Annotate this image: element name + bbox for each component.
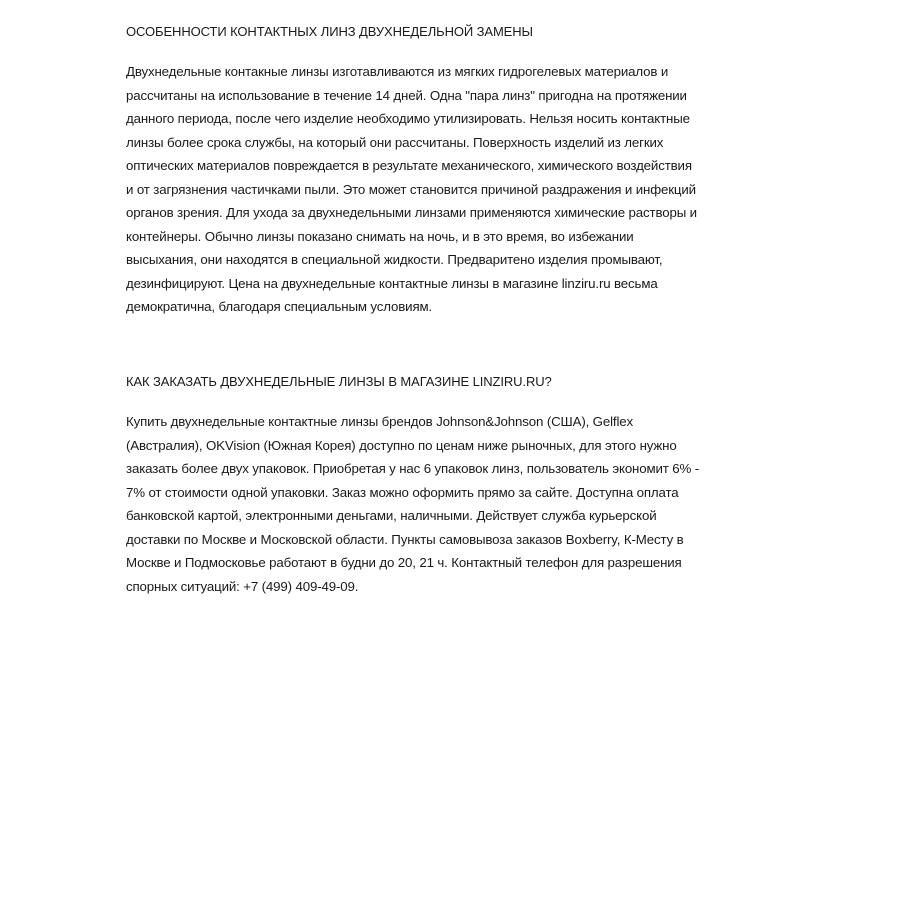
paragraph-line: доставки по Москве и Московской области. Пункты самовывоза заказов Boxberry, К-Месту в [126, 531, 684, 547]
section-2-heading: КАК ЗАКАЗАТЬ ДВУХНЕДЕЛЬНЫЕ ЛИНЗЫ В МАГАЗИНЕ LINZIRU.RU? [126, 374, 552, 389]
paragraph-line: органов зрения. Для ухода за двухнедельными линзами применяются химические растворы и [126, 205, 697, 220]
section-1-paragraph [126, 60, 697, 319]
paragraph-line: заказать более двух упаковок. Приобретая у нас 6 упаковок линз, пользователь экономит 6% - [126, 461, 699, 476]
paragraph-line: Купить двухнедельные контактные линзы брендов Johnson&Johnson (США), Gelflex [126, 414, 634, 429]
paragraph-line: 7% от стоимости одной упаковки. Заказ можно оформить прямо за сайте. Доступна оплата [126, 484, 679, 500]
paragraph-line: дезинфицируют. Цена на двухнедельные контактные линзы в магазине linziru.ru весьма [126, 275, 658, 291]
paragraph-line: спорных ситуаций: +7 (499) 409-49-09. [126, 578, 359, 594]
paragraph-line: контейнеры. Обычно линзы показано снимать на ночь, и в это время, во избежании [126, 228, 634, 244]
paragraph-line: Москве и Подмосковье работают в будни до 20, 21 ч. Контактный телефон для разрешения [126, 555, 682, 570]
paragraph-line: Двухнедельные контакные линзы изготавливаются из мягких гидрогелевых материалов и [126, 64, 669, 79]
paragraph-line: (Австралия), OKVision (Южная Корея) доступно по ценам ниже рыночных, для этого нужно [126, 437, 677, 453]
paragraph-line: оптических материалов повреждается в результате механического, химического воздействия [126, 158, 692, 173]
section-2-paragraph [126, 410, 699, 598]
section-1-heading: ОСОБЕННОСТИ КОНТАКТНЫХ ЛИНЗ ДВУХНЕДЕЛЬНОЙ ЗАМЕНЫ [126, 24, 533, 39]
paragraph-line: рассчитаны на использование в течение 14 дней. Одна "пара линз" пригодна на протяжении [126, 87, 687, 103]
paragraph-line: банковской картой, электронными деньгами, наличными. Действует служба курьерской [126, 508, 657, 523]
paragraph-line: демократична, благодаря специальным условиям. [126, 299, 433, 314]
paragraph-line: высыхания, они находятся в специальной жидкости. Предваритено изделия промывают, [126, 252, 663, 267]
paragraph-line: данного периода, после чего изделие необходимо утилизировать. Нельзя носить контактные [126, 111, 690, 126]
paragraph-line: и от загрязнения частичками пыли. Это может становится причиной раздражения и инфекций [126, 181, 696, 197]
paragraph-line: линзы более срока службы, на который они рассчитаны. Поверхность изделий из легких [126, 134, 664, 150]
